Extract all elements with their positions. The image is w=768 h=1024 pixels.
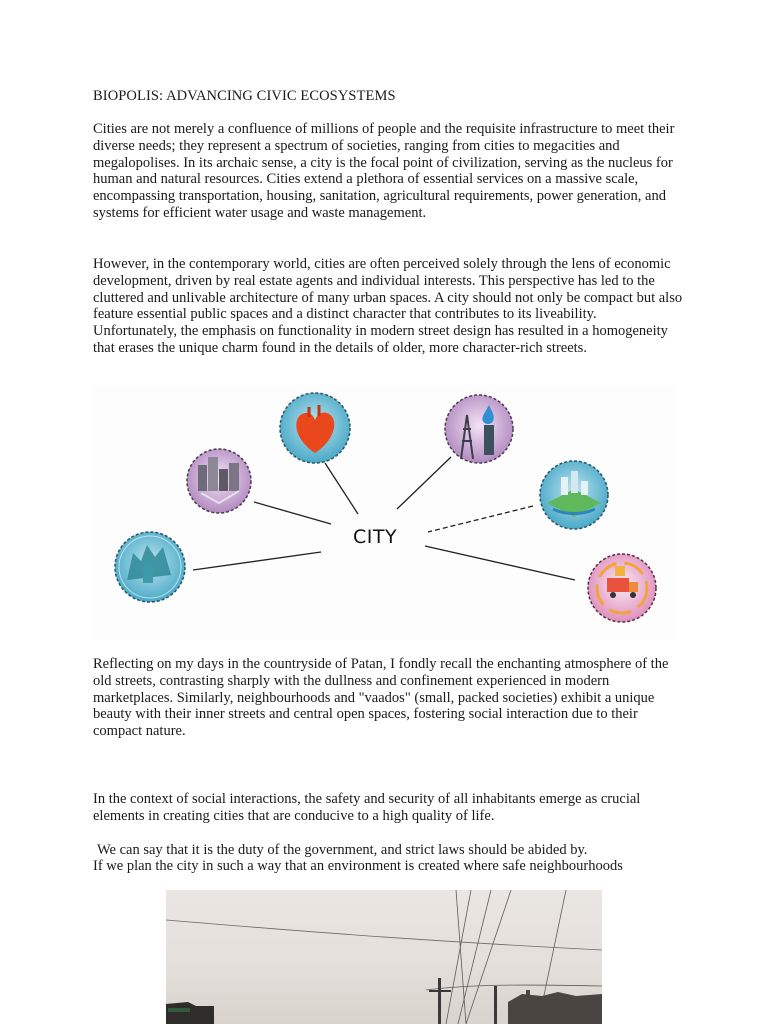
paragraph-plan: If we plan the city in such a way that an environment is created where safe neighbourhoods — [93, 858, 623, 874]
document-title: BIOPOLIS: ADVANCING CIVIC ECOSYSTEMS — [93, 88, 396, 104]
connector-line — [428, 506, 533, 532]
city-diagram — [95, 385, 675, 640]
forest-icon — [115, 532, 185, 602]
paragraph-intro: Cities are not merely a confluence of millions of people and the requisite infrastructure to meet their diverse needs; they represent a spectrum of societies, ranging from cities to megacities and megalopolises. In its archaic sense, a city is the focal point of civilization, serving as the nucleus for human and natural resources. Cities extend a plethora of essential services on a massive scale, encompassing transportation, housing, sanitation, agricultural requirements, power generation, and systems for efficient water usage and waste management. — [93, 121, 675, 221]
connector-line — [325, 463, 358, 514]
connector-line — [425, 546, 575, 580]
buildings-icon — [187, 449, 251, 513]
paragraph-government: We can say that it is the duty of the government, and strict laws should be abided by. — [97, 842, 588, 858]
street-photo — [166, 890, 602, 1024]
street-photo-graphic — [166, 890, 602, 1024]
connector-line — [254, 502, 331, 524]
green-city-icon — [540, 461, 608, 529]
city-diagram-graphic — [95, 385, 675, 640]
connector-line — [193, 552, 321, 570]
waste-truck-icon — [588, 554, 656, 622]
connector-line — [397, 457, 451, 509]
paragraph-safety: In the context of social interactions, the safety and security of all inhabitants emerge as crucial elements in creating cities that are conducive to a high quality of life. — [93, 791, 641, 824]
paragraph-contemporary: However, in the contemporary world, cities are often perceived solely through the lens of economic development, driven by real estate agents and individual interests. This perspective has led to the cluttered and unlivable architecture of many urban spaces. A city should not only be compact but also feature essential public spaces and a distinct character that contributes to its liveability. Unfortunately, the emphasis on functionality in modern street design has resulted in a homogeneity that erases the unique charm found in the details of older, more character-rich streets. — [93, 256, 683, 356]
city-label: CITY — [353, 526, 398, 548]
power-water-icon — [445, 395, 513, 463]
paragraph-patan: Reflecting on my days in the countryside of Patan, I fondly recall the enchanting atmosphere of the old streets, contrasting sharply with the dullness and confinement experienced in modern marketplaces. Similarly, neighbourhoods and "vaados" (small, packed societies) exhibit a unique beauty with their inner streets and central open spaces, fostering social interaction due to their compact nature. — [93, 656, 669, 740]
heart-icon — [280, 393, 350, 463]
